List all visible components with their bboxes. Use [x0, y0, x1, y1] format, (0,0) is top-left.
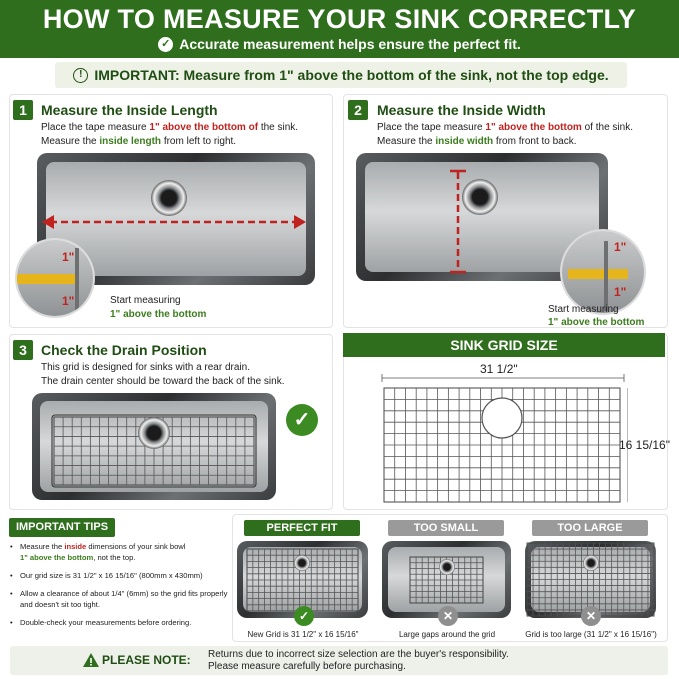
tip1-line2-post: , not the top.	[93, 553, 136, 562]
header-banner	[0, 0, 679, 58]
step2-start-value: 1" above the bottom	[548, 317, 645, 328]
step1-number: 1	[13, 100, 33, 120]
step3-desc-line1: This grid is designed for sinks with a rear drain.	[41, 362, 250, 373]
step1-desc-red: 1" above the bottom of	[149, 122, 259, 133]
too-small-caption: Large gaps around the grid	[398, 630, 496, 639]
tips-title: IMPORTANT TIPS	[9, 518, 115, 537]
step1-desc2-post: from left to right.	[161, 136, 237, 147]
subtitle-row	[0, 36, 679, 52]
step1-zoom-top: 1"	[62, 250, 75, 264]
step3-number: 3	[13, 340, 33, 360]
tip1-pre: Measure the	[20, 542, 65, 551]
tips-list	[8, 541, 230, 635]
step2-zoom-top: 1"	[614, 240, 627, 254]
tip-2: • Our grid size is 31 1/2" x 16 15/16" (800mm x 430mm)	[8, 570, 230, 581]
perfect-check-icon: ✓	[294, 606, 314, 626]
check-circle-icon: ✓	[158, 37, 173, 52]
step3-title: Check the Drain Position	[41, 342, 207, 358]
step1-desc2-pre: Measure the	[41, 136, 100, 147]
step2-desc2-green: inside width	[435, 136, 494, 147]
step1-desc-line1	[41, 121, 298, 135]
step2-desc-mid: of	[581, 122, 593, 133]
step2-zoom-bottom: 1"	[614, 285, 627, 299]
step1-desc2-green: inside length	[99, 136, 162, 147]
length-arrow	[40, 210, 310, 234]
note-text	[208, 649, 509, 673]
drain	[138, 417, 170, 449]
important-text: IMPORTANT: Measure from 1" above the bottom of the sink, not the top edge.	[94, 67, 609, 83]
too-large-caption: Grid is too large (31 1/2" x 16 15/16")	[525, 630, 657, 639]
page-title: HOW TO MEASURE YOUR SINK CORRECTLY	[42, 4, 637, 34]
grid-size-title: SINK GRID SIZE	[343, 333, 665, 357]
step2-desc-post: the sink.	[592, 122, 633, 133]
width-arrow	[448, 168, 468, 276]
perfect-fit-label: PERFECT FIT	[244, 520, 360, 536]
note-label: PLEASE NOTE:	[102, 653, 191, 667]
step3-sink-image	[32, 393, 276, 500]
too-large-label: TOO LARGE	[532, 520, 648, 536]
step1-title: Measure the Inside Length	[41, 102, 218, 118]
tip1-post: dimensions of your sink bowl	[86, 542, 186, 551]
too-small-x-icon: ✕	[438, 606, 458, 626]
step1-start-value: 1" above the bottom	[110, 309, 207, 320]
step1-desc-pre: Place the tape measure	[41, 122, 150, 133]
step2-number: 2	[348, 100, 368, 120]
step2-desc-pre: Place the tape measure	[377, 122, 486, 133]
step2-title: Measure the Inside Width	[377, 102, 546, 118]
step2-desc2-pre: Measure the	[377, 136, 436, 147]
step2-desc2-post: from front to back.	[493, 136, 577, 147]
page-subtitle: Accurate measurement helps ensure the perfect fit.	[179, 36, 521, 52]
step2-desc-line2	[377, 135, 577, 149]
step1-zoom-bottom: 1"	[62, 294, 75, 308]
tip-3: • Allow a clearance of about 1/4" (6mm) so the grid fits properly and doesn't sit too tight.	[8, 588, 230, 610]
step2-start-label: Start measuring	[548, 304, 619, 315]
step1-start-label: Start measuring	[110, 295, 181, 306]
note-line1: Returns due to incorrect size selection are the buyer's responsibility.	[208, 649, 509, 660]
note-line2: Please measure carefully before purchasing.	[208, 661, 406, 672]
warning-icon	[82, 652, 100, 668]
check-icon: ✓	[286, 404, 318, 436]
step2-desc-red: 1" above the bottom	[485, 122, 582, 133]
too-large-x-icon: ✕	[581, 606, 601, 626]
step1-desc-line2	[41, 135, 236, 149]
step3-desc-line2: The drain center should be toward the back of the sink.	[41, 376, 285, 387]
too-small-label: TOO SMALL	[388, 520, 504, 536]
grid-height-label: 16 15/16"	[619, 438, 670, 452]
note-banner	[10, 646, 668, 675]
grid-drawing	[378, 374, 628, 506]
perfect-fit-caption: New Grid is 31 1/2" x 16 15/16"	[247, 630, 359, 639]
step1-zoom-circle	[15, 238, 95, 318]
tip-4: • Double-check your measurements before ordering.	[8, 617, 230, 628]
grid-width-label: 31 1/2"	[480, 362, 518, 376]
step1-desc-post: the sink.	[258, 122, 299, 133]
tip1-line2-green: 1" above the bottom	[20, 553, 94, 562]
step2-desc-line1	[377, 121, 633, 135]
exclamation-icon: !	[73, 68, 88, 83]
tip1-green: inside	[64, 542, 87, 551]
tip-1	[8, 541, 230, 563]
important-banner	[55, 62, 627, 88]
